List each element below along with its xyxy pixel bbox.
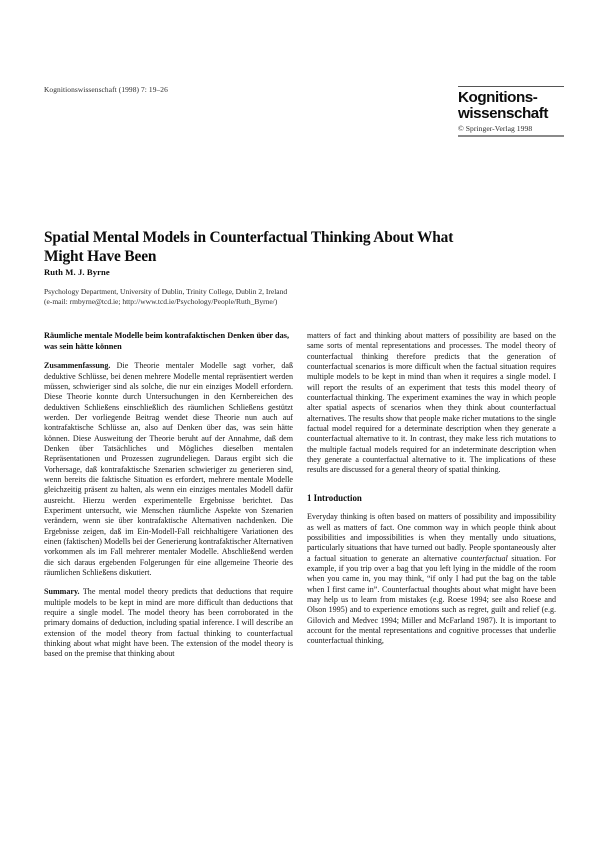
german-abstract-body: Die Theorie mentaler Modelle sagt vorher, daß deduktive Schlüsse, bei denen mehrere Modelle mental repräsentiert werden müssen, schwieriger sind als solche, die nur ein einziges Modell erfordern. Diese Theorie konnte durch Untersuchungen in den Kernbereichen des deduktiven Schließens einschließlich des räumlichen Schließens gestützt werden. Der vorliegende Beitrag wendet diese Theorie nun auch auf kontrafaktische Schlüsse an, also auf Denken über das, was sein hätte können. Diese Ausweitung der Theorie beruht auf der Annahme, daß dem Denken über Tatsächliches und Mögliches dieselben mentalen Repräsentationen und Prozessen zugrundeliegen. Daraus ergibt sich die Vorhersage, daß kontrafaktische Szenarien schwieriger zu generieren sind, wenn bereits die faktische Situation es erfordert, mehrere mentale Modelle gleichzeitig präsent zu halten, als wenn ein einziges mentales Modell dafür ausreicht. Hierzu werden experimentelle Ergebnisse berichtet. Das Experiment untersucht, wie Menschen räumliche Aspekte von Szenarien verändern, wenn sie über kontrafaktische Alternativen nachdenken. Die Ergebnisse zeigen, daß im Ein-Modell-Fall reichhaltigere Variationen des einen (faktischen) Modells bei der Generierung kontrafaktischer Alternativen vorkommen als im Fall mehrerer mentaler Modelle. Abschließend werden die sich daraus ergebenden Folgerungen für eine allgemeine Theorie des räumlichen Schließens diskutiert. <box>44 361 293 578</box>
affiliation-line-1: Psychology Department, University of Dublin, Trinity College, Dublin 2, Ireland <box>44 287 288 296</box>
english-abstract-continuation <box>307 331 556 476</box>
logo-rule-bottom <box>458 135 564 137</box>
author-name: Ruth M. J. Byrne <box>44 267 110 277</box>
affiliation-line-2: (e-mail: rmbyrne@tcd.ie; http://www.tcd.ie/Psychology/People/Ruth_Byrne/) <box>44 297 278 307</box>
introduction-text-b: situation. For example, if you trip over a bag that you left lying in the middle of the room when you came in, you may think, “if only I had put the bag on the table when I first came in”. Counterfactual thoughts about what might have been may help us to learn from mistakes (e.g. Roese 1994; see also Roese and Olson 1995) and to experience emotions such as regret, guilt and relief (e.g. Gilovich and Medvec 1994; Miller and McFarland 1987). It is important to account for the mental representations and cognitive processes that underlie counterfactual thinking, <box>307 553 556 646</box>
english-abstract-body-part2: matters of fact and thinking about matters of possibility are based on the same sorts of mental representations and processes. The model theory of counterfactual thinking therefore predicts that the generation of counterfactual scenarios is more difficult when the factual situation requires multiple models to be kept in mind than when it requires a single model. I will report the results of an experiment that tests this model theory of counterfactual thinking. The experiment examines the way in which people alter spatial aspects of scenarios when they think about counterfactual alternatives. The results show that people make richer mutations to the single factual model required for a determinate description when they generate a counterfactual alternative to it. In contrast, they make less rich mutations to the multiple factual models required for an indeterminate description when they generate a counterfactual alternative to it. The implications of these results are discussed for a general theory of spatial thinking. <box>307 331 556 475</box>
journal-logo-line2: wissenschaft <box>458 104 548 122</box>
journal-logo <box>458 86 564 137</box>
introduction-italic-term: counterfactual <box>460 553 508 563</box>
logo-rule-top <box>458 86 564 87</box>
author-affiliation <box>44 287 514 308</box>
introduction-section <box>307 493 556 647</box>
english-abstract-paragraph <box>44 587 293 659</box>
introduction-paragraph <box>307 512 556 646</box>
running-head: Kognitionswissenschaft (1998) 7: 19–26 <box>44 85 168 94</box>
german-abstract-paragraph <box>44 361 293 578</box>
german-abstract-label: Zusammenfassung. <box>44 361 111 371</box>
page-title: Spatial Mental Models in Counterfactual Thinking About What Might Have Been <box>44 229 454 266</box>
english-abstract-body-part1: The mental model theory predicts that deductions that require multiple models to be kept in mind are more difficult than deductions that require a single model. The model theory has been corroborated in the primary domains of deduction, including spatial inference. I will describe an extension of the model theory from factual thinking to counterfactual thinking about what might have been. The extension of the model theory is based on the premise that thinking about <box>44 587 293 659</box>
column-right <box>307 331 556 647</box>
journal-copyright: © Springer-Verlag 1998 <box>458 123 533 133</box>
introduction-text-a: Everyday thinking is often based on matters of possibility and impossibility as well as matters of fact. One common way in which people think about possibilities and impossibilities is when they mentally undo situations, particularly situations that have turned out badly. People spontaneously alter a factual situation to generate an alternative <box>307 512 556 563</box>
german-abstract-heading: Räumliche mentale Modelle beim kontrafaktischen Denken über das, was sein hätte können <box>44 331 290 351</box>
journal-logo-line1: Kognitions- <box>458 89 538 106</box>
introduction-heading: 1 Introduction <box>307 492 362 503</box>
english-abstract-label: Summary. <box>44 587 80 597</box>
column-left <box>44 331 293 660</box>
